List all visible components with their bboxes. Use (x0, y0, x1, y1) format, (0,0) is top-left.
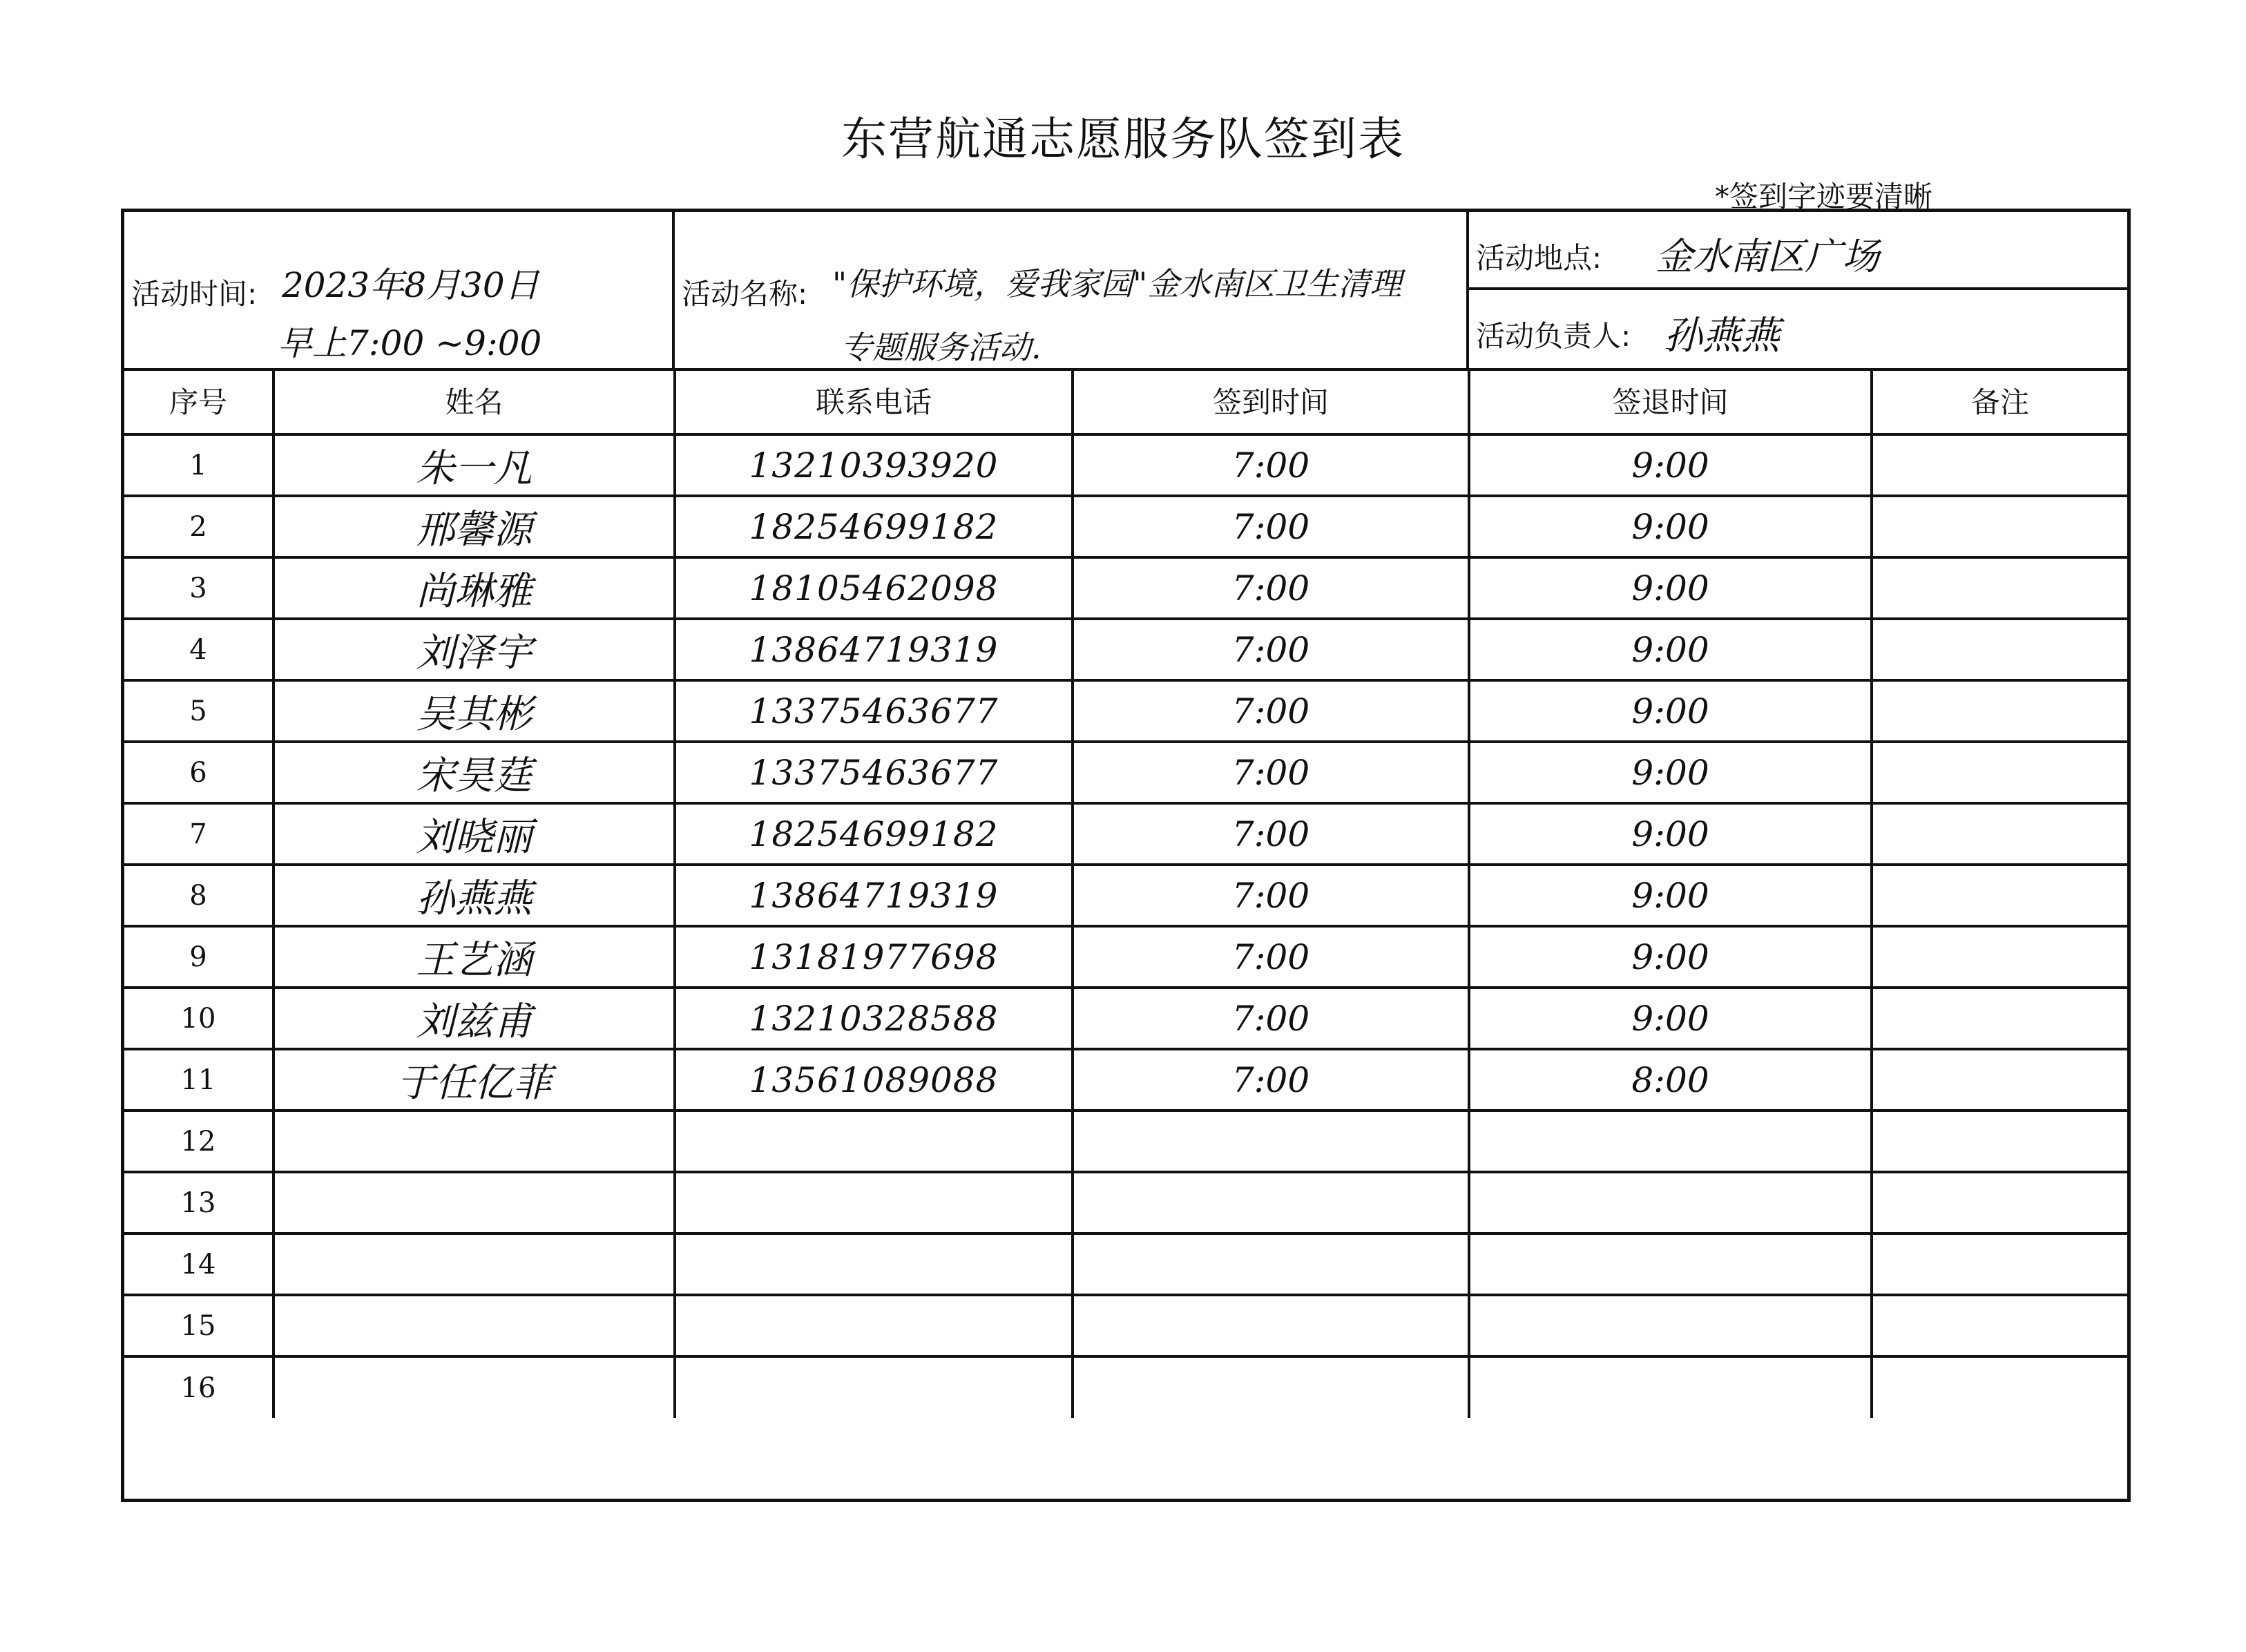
participant-phone: 13181977698 (675, 926, 1073, 988)
sign-in-time: 7:00 (1073, 496, 1469, 557)
participant-name: 刘晓丽 (273, 803, 675, 865)
sign-out-time (1469, 1356, 1872, 1418)
sign-out-time: 9:00 (1469, 803, 1872, 865)
participant-phone (675, 1111, 1073, 1172)
sign-out-time (1469, 1172, 1872, 1233)
row-number: 12 (124, 1111, 273, 1172)
participant-name: 朱一凡 (273, 434, 675, 496)
participant-name: 王艺涵 (273, 926, 675, 988)
row-number: 16 (124, 1356, 273, 1418)
column-header-seq: 序号 (124, 368, 273, 434)
table-row (124, 803, 2127, 865)
table-row (124, 1049, 2127, 1111)
sign-out-time (1469, 1233, 1872, 1295)
remark-cell (1872, 496, 2127, 557)
row-number: 9 (124, 926, 273, 988)
row-number: 5 (124, 680, 273, 742)
activity-time-range: 早上7:00 ~9:00 (278, 323, 542, 363)
activity-location-value: 金水南区广场 (1655, 235, 1879, 278)
activity-name-value-line2: 专题服务活动. (841, 329, 1042, 366)
table-row (124, 434, 2127, 496)
table-row (124, 926, 2127, 988)
activity-name-label: 活动名称: (682, 277, 808, 311)
row-number: 2 (124, 496, 273, 557)
table-row (124, 1111, 2127, 1172)
activity-name-cell (675, 212, 1469, 368)
attendance-table (124, 368, 2127, 1418)
remark-cell (1872, 1233, 2127, 1295)
remark-cell (1872, 619, 2127, 680)
remark-cell (1872, 680, 2127, 742)
participant-name (273, 1111, 675, 1172)
sign-in-time (1073, 1356, 1469, 1418)
participant-phone (675, 1295, 1073, 1356)
remark-cell (1872, 1356, 2127, 1418)
column-header-remark: 备注 (1872, 368, 2127, 434)
remark-cell (1872, 865, 2127, 926)
participant-name: 刘兹甫 (273, 988, 675, 1049)
table-row (124, 988, 2127, 1049)
sign-out-time: 9:00 (1469, 557, 1872, 619)
form-title: 东营航通志愿服务队签到表 (841, 113, 1405, 166)
sign-out-time: 9:00 (1469, 865, 1872, 926)
participant-phone: 13375463677 (675, 742, 1073, 803)
sign-out-time: 9:00 (1469, 619, 1872, 680)
row-number: 1 (124, 434, 273, 496)
column-header-sign-in: 签到时间 (1073, 368, 1469, 434)
activity-leader-value: 孙燕燕 (1664, 314, 1780, 358)
sign-out-time: 9:00 (1469, 988, 1872, 1049)
sign-in-time (1073, 1111, 1469, 1172)
row-number: 14 (124, 1233, 273, 1295)
row-number: 15 (124, 1295, 273, 1356)
participant-phone (675, 1172, 1073, 1233)
sign-in-time: 7:00 (1073, 1049, 1469, 1111)
table-row (124, 742, 2127, 803)
sign-out-time: 9:00 (1469, 680, 1872, 742)
sign-out-time (1469, 1295, 1872, 1356)
activity-header (124, 212, 2127, 371)
remark-cell (1872, 557, 2127, 619)
row-number: 11 (124, 1049, 273, 1111)
participant-phone: 18105462098 (675, 557, 1073, 619)
sign-in-time (1073, 1233, 1469, 1295)
remark-cell (1872, 1172, 2127, 1233)
remark-cell (1872, 434, 2127, 496)
table-row (124, 865, 2127, 926)
sign-in-time: 7:00 (1073, 865, 1469, 926)
activity-leader-label: 活动负责人: (1476, 319, 1631, 353)
participant-name: 宋昊莛 (273, 742, 675, 803)
column-header-name: 姓名 (273, 368, 675, 434)
sign-in-time: 7:00 (1073, 742, 1469, 803)
row-number: 8 (124, 865, 273, 926)
remark-cell (1872, 988, 2127, 1049)
participant-name: 孙燕燕 (273, 865, 675, 926)
table-row (124, 496, 2127, 557)
participant-name (273, 1233, 675, 1295)
activity-location-cell (1469, 212, 2127, 368)
row-number: 13 (124, 1172, 273, 1233)
participant-phone: 13210393920 (675, 434, 1073, 496)
sign-in-time: 7:00 (1073, 680, 1469, 742)
participant-name: 吴其彬 (273, 680, 675, 742)
participant-phone: 13864719319 (675, 865, 1073, 926)
row-number: 7 (124, 803, 273, 865)
participant-phone: 18254699182 (675, 496, 1073, 557)
sign-out-time: 8:00 (1469, 1049, 1872, 1111)
participant-name: 邢馨源 (273, 496, 675, 557)
participant-phone: 13375463677 (675, 680, 1073, 742)
activity-time-cell (124, 212, 675, 368)
row-number: 6 (124, 742, 273, 803)
remark-cell (1872, 1111, 2127, 1172)
participant-phone: 18254699182 (675, 803, 1073, 865)
activity-location-label: 活动地点: (1476, 241, 1602, 275)
participant-phone (675, 1356, 1073, 1418)
column-header-phone: 联系电话 (675, 368, 1073, 434)
sign-in-time: 7:00 (1073, 557, 1469, 619)
sign-in-time (1073, 1295, 1469, 1356)
table-row (124, 619, 2127, 680)
legibility-note: *签到字迹要清晰 (1714, 180, 1932, 213)
remark-cell (1872, 926, 2127, 988)
participant-name (273, 1295, 675, 1356)
table-row (124, 1233, 2127, 1295)
sign-out-time (1469, 1111, 1872, 1172)
table-row (124, 1295, 2127, 1356)
row-number: 4 (124, 619, 273, 680)
sign-out-time: 9:00 (1469, 926, 1872, 988)
participant-name: 尚琳雅 (273, 557, 675, 619)
table-row (124, 680, 2127, 742)
sign-in-time: 7:00 (1073, 988, 1469, 1049)
row-number: 3 (124, 557, 273, 619)
sign-out-time: 9:00 (1469, 434, 1872, 496)
sign-in-sheet (121, 209, 2131, 1502)
table-row (124, 1172, 2127, 1233)
participant-name (273, 1172, 675, 1233)
participant-name: 刘泽宇 (273, 619, 675, 680)
sign-in-time: 7:00 (1073, 619, 1469, 680)
remark-cell (1872, 1049, 2127, 1111)
participant-name (273, 1356, 675, 1418)
table-row (124, 1356, 2127, 1418)
attendance-rows (124, 434, 2127, 1418)
row-number: 10 (124, 988, 273, 1049)
activity-name-value: "保护环境，爱我家园"金水南区卫生清理 (832, 265, 1402, 302)
table-header-row (124, 368, 2127, 434)
participant-name: 于任亿菲 (273, 1049, 675, 1111)
sign-in-time (1073, 1172, 1469, 1233)
sign-in-time: 7:00 (1073, 434, 1469, 496)
table-row (124, 557, 2127, 619)
remark-cell (1872, 1295, 2127, 1356)
participant-phone: 13561089088 (675, 1049, 1073, 1111)
column-header-sign-out: 签退时间 (1469, 368, 1872, 434)
activity-time-value: 2023年8月30日 (282, 265, 539, 305)
remark-cell (1872, 742, 2127, 803)
leader-row (1469, 290, 2127, 368)
participant-phone (675, 1233, 1073, 1295)
sign-in-time: 7:00 (1073, 803, 1469, 865)
sign-out-time: 9:00 (1469, 742, 1872, 803)
sign-out-time: 9:00 (1469, 496, 1872, 557)
activity-time-label: 活动时间: (131, 277, 258, 311)
sign-in-time: 7:00 (1073, 926, 1469, 988)
remark-cell (1872, 803, 2127, 865)
participant-phone: 13210328588 (675, 988, 1073, 1049)
location-row (1469, 212, 2127, 290)
participant-phone: 13864719319 (675, 619, 1073, 680)
